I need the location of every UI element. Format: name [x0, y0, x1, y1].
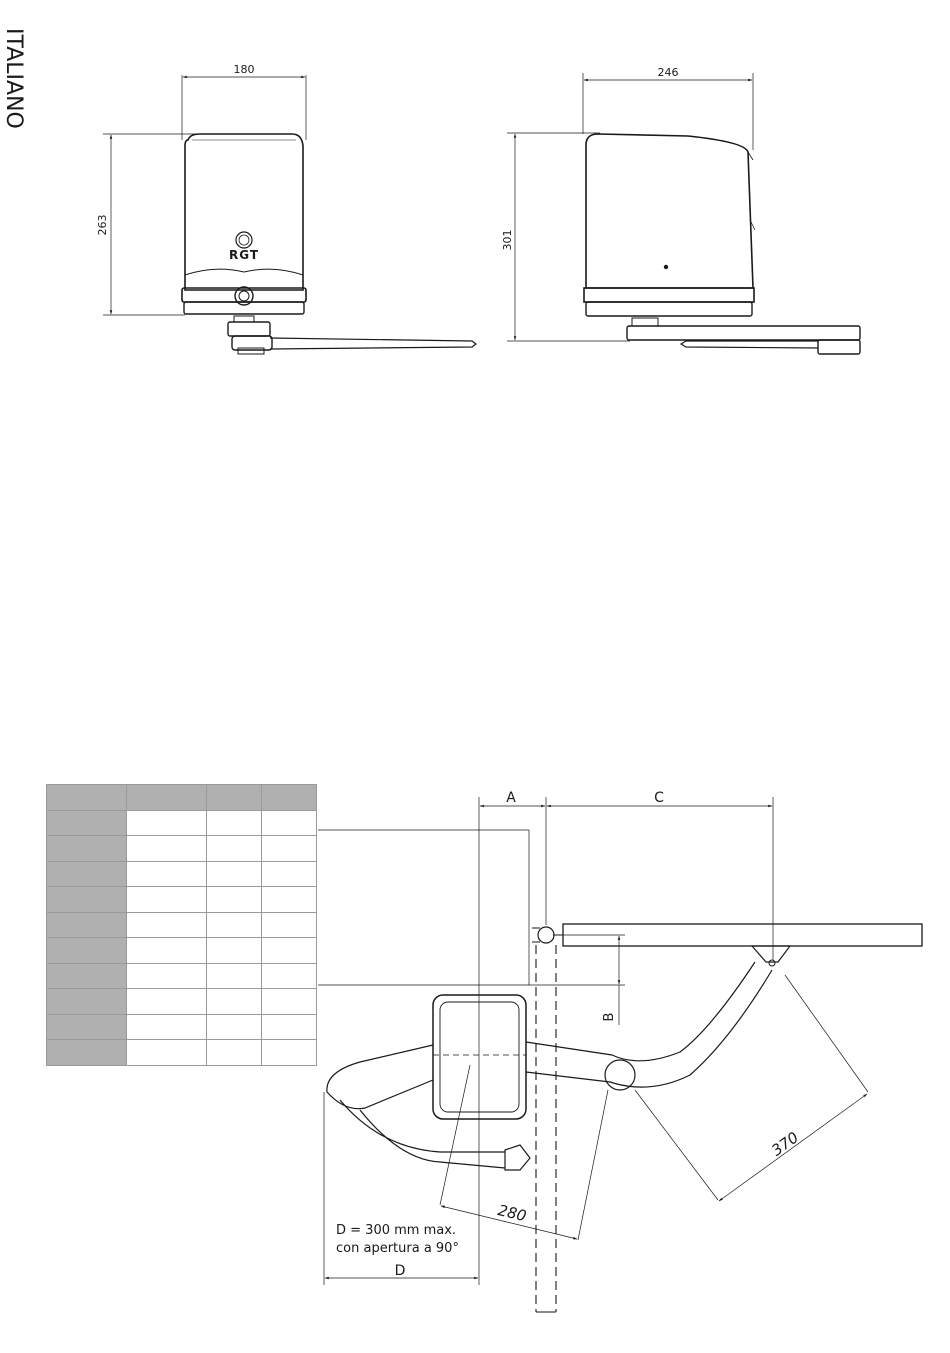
- table-cell: [47, 963, 127, 989]
- table-header-cell: [47, 785, 127, 811]
- table-cell: [206, 989, 261, 1015]
- table-cell: [261, 1040, 316, 1066]
- table-cell: [206, 963, 261, 989]
- table-cell: [206, 887, 261, 913]
- table-cell: [127, 861, 206, 887]
- label-c: C: [654, 790, 664, 806]
- table-cell: [47, 887, 127, 913]
- front-height-label: 263: [96, 214, 109, 236]
- table-cell: [261, 912, 316, 938]
- table-row: [47, 1040, 317, 1066]
- table-row: [47, 1014, 317, 1040]
- table-header-cell: [206, 785, 261, 811]
- label-a: A: [506, 790, 516, 806]
- table-row: [47, 887, 317, 913]
- table-cell: [127, 810, 206, 836]
- table-cell: [127, 1014, 206, 1040]
- table-cell: [261, 836, 316, 862]
- table-cell: [127, 912, 206, 938]
- table-cell: [47, 1040, 127, 1066]
- table-row: [47, 912, 317, 938]
- side-height-label: 301: [501, 229, 514, 251]
- brand-logo: RGT: [228, 248, 260, 262]
- table-header-row: [47, 785, 317, 811]
- side-view: [507, 73, 860, 354]
- table-cell: [261, 810, 316, 836]
- table-row: [47, 810, 317, 836]
- table-cell: [47, 938, 127, 964]
- table-cell: [261, 861, 316, 887]
- table-row: [47, 836, 317, 862]
- table-header-cell: [261, 785, 316, 811]
- side-width-label: 246: [657, 66, 679, 79]
- table-cell: [206, 1014, 261, 1040]
- table-row: [47, 963, 317, 989]
- table-row: [47, 989, 317, 1015]
- table-cell: [261, 1014, 316, 1040]
- table-cell: [261, 887, 316, 913]
- arm-length-370: 370: [768, 1128, 802, 1160]
- table-cell: [206, 912, 261, 938]
- table-cell: [206, 1040, 261, 1066]
- table-cell: [261, 989, 316, 1015]
- table-cell: [206, 861, 261, 887]
- table-cell: [206, 810, 261, 836]
- motor-views-drawing: [0, 0, 950, 400]
- table-cell: [127, 1040, 206, 1066]
- table-cell: [127, 989, 206, 1015]
- table-cell: [127, 836, 206, 862]
- table-cell: [47, 989, 127, 1015]
- table-cell: [47, 1014, 127, 1040]
- dimensions-table: [46, 784, 317, 1066]
- table-cell: [47, 836, 127, 862]
- table-cell: [261, 963, 316, 989]
- note-line-1: D = 300 mm max.: [336, 1223, 457, 1238]
- table-cell: [127, 938, 206, 964]
- table-cell: [127, 887, 206, 913]
- table-cell: [206, 836, 261, 862]
- front-width-label: 180: [233, 63, 255, 76]
- label-b: B: [602, 1012, 617, 1022]
- arm-length-280: 280: [496, 1201, 529, 1226]
- label-d: D: [394, 1263, 406, 1279]
- note-line-2: con apertura a 90°: [336, 1241, 459, 1256]
- table-cell: [261, 938, 316, 964]
- table-cell: [47, 810, 127, 836]
- language-label: ITALIANO: [2, 28, 26, 129]
- table-row: [47, 938, 317, 964]
- table-cell: [47, 912, 127, 938]
- table-cell: [206, 938, 261, 964]
- table-row: [47, 861, 317, 887]
- table-cell: [47, 861, 127, 887]
- table-cell: [127, 963, 206, 989]
- table-header-cell: [127, 785, 206, 811]
- front-view: [103, 75, 476, 354]
